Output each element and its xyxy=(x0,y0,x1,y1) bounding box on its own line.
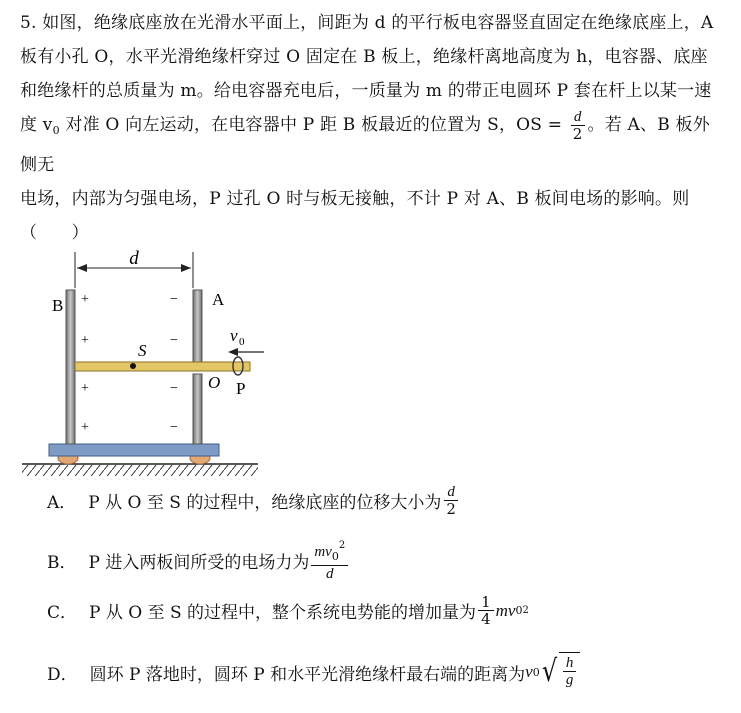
option-B-mv: mv xyxy=(314,544,332,560)
option-C-sup: 2 xyxy=(522,605,529,616)
os-frac-den: 2 xyxy=(572,125,583,143)
os-frac-num: d xyxy=(571,109,585,126)
ground-hatch xyxy=(22,465,258,476)
minus-sign: − xyxy=(170,381,178,396)
d-arrowhead-right xyxy=(181,264,191,272)
option-B-sup: 2 xyxy=(338,540,346,551)
option-C-frac-num: 1 xyxy=(478,594,494,611)
option-A-label: A． xyxy=(47,493,77,513)
stem-text-1: 如图，绝缘底座放在光滑水平面上，间距为 d 的平行板电容器竖直固定在绝缘底座上，A xyxy=(42,13,714,33)
plus-sign: + xyxy=(81,333,89,348)
stem-text-4a: 度 v xyxy=(20,115,53,135)
option-B-text: P 进入两板间所受的电场力为 xyxy=(88,552,310,573)
question-number: 5. xyxy=(20,13,37,33)
option-C-sub: 0 xyxy=(515,604,523,617)
minus-sign: − xyxy=(170,420,178,435)
plate-A-upper xyxy=(193,290,202,362)
option-A-frac-den: 2 xyxy=(446,500,456,518)
option-D-sqrt-body xyxy=(559,652,581,692)
insulating-base xyxy=(49,444,219,456)
label-O: O xyxy=(208,373,221,392)
d-arrowhead-left xyxy=(77,264,87,272)
v0-arrowhead xyxy=(228,348,238,356)
stem-line-2: 板有小孔 O，水平光滑绝缘杆穿过 O 固定在 B 板上，绝缘杆离地高度为 h，电容器、底座 xyxy=(20,47,708,67)
question-stem xyxy=(20,6,720,250)
option-B-sub: 0 xyxy=(331,550,339,563)
label-S: S xyxy=(138,341,147,360)
option-A[interactable] xyxy=(47,484,461,517)
plus-sign: + xyxy=(81,420,89,435)
option-D[interactable] xyxy=(47,652,580,692)
insulating-rod xyxy=(75,362,250,371)
option-B-frac-den: d xyxy=(326,566,334,582)
ring-P xyxy=(233,357,243,375)
option-D-frac-num: h xyxy=(563,655,577,672)
option-C-text: P 从 O 至 S 的过程中，整个系统电势能的增加量为 xyxy=(89,603,477,623)
plus-sign: + xyxy=(81,381,89,396)
label-A: A xyxy=(212,290,225,309)
right-wheel xyxy=(190,452,210,464)
minus-sign: − xyxy=(170,333,178,348)
plate-B xyxy=(66,290,75,444)
label-P: P xyxy=(236,379,246,398)
stem-line-1 xyxy=(20,6,720,40)
option-A-fraction xyxy=(443,484,459,517)
option-B-label: B． xyxy=(47,552,77,573)
option-A-frac-num: d xyxy=(444,484,458,501)
plate-A-lower xyxy=(193,374,202,444)
option-C-mv: mv xyxy=(495,600,516,620)
option-D-sqrt xyxy=(540,652,581,692)
option-B[interactable] xyxy=(47,538,350,582)
option-B-fraction xyxy=(311,538,348,582)
label-v-sub: 0 xyxy=(239,336,245,348)
label-B: B xyxy=(52,296,64,315)
option-D-v: v xyxy=(525,662,533,681)
option-C-fraction xyxy=(478,594,494,627)
os-fraction xyxy=(570,109,586,142)
option-D-frac-den: g xyxy=(565,672,574,688)
option-C-label: C． xyxy=(47,603,78,623)
stem-line-5: 电场，内部为匀强电场，P 过孔 O 时与板无接触，不计 P 对 A、B 板间电场的影响。则（ ） xyxy=(20,189,690,243)
sqrt-sign-icon: √ xyxy=(541,654,557,689)
stem-text-4c: 。若 A、B 板外侧无 xyxy=(20,115,710,175)
left-wheel xyxy=(58,452,78,464)
label-v: v xyxy=(230,326,238,345)
option-D-sub: 0 xyxy=(532,665,540,679)
stem-line-4 xyxy=(20,108,720,182)
option-C-frac-den: 4 xyxy=(481,610,491,628)
stem-line-3: 和绝缘杆的总质量为 m。给电容器充电后，一质量为 m 的带正电圆环 P 套在杆上以某一速 xyxy=(20,81,712,101)
option-C[interactable] xyxy=(47,594,529,627)
option-A-text: P 从 O 至 S 的过程中，绝缘底座的位移大小为 xyxy=(88,493,442,513)
stem-text-4b: 对准 O 向左运动，在电容器中 P 距 B 板最近的位置为 S，OS = xyxy=(59,115,563,135)
plus-sign: + xyxy=(81,292,89,307)
option-D-fraction xyxy=(563,655,577,688)
option-D-text: 圆环 P 落地时，圆环 P 和水平光滑绝缘杆最右端的距离为 xyxy=(89,664,526,685)
option-B-frac-num xyxy=(311,538,348,566)
point-S xyxy=(130,363,136,369)
option-D-label: D． xyxy=(47,664,78,685)
label-d: d xyxy=(129,248,139,269)
stem-v0-sub: 0 xyxy=(52,124,60,137)
minus-sign: − xyxy=(170,292,178,307)
